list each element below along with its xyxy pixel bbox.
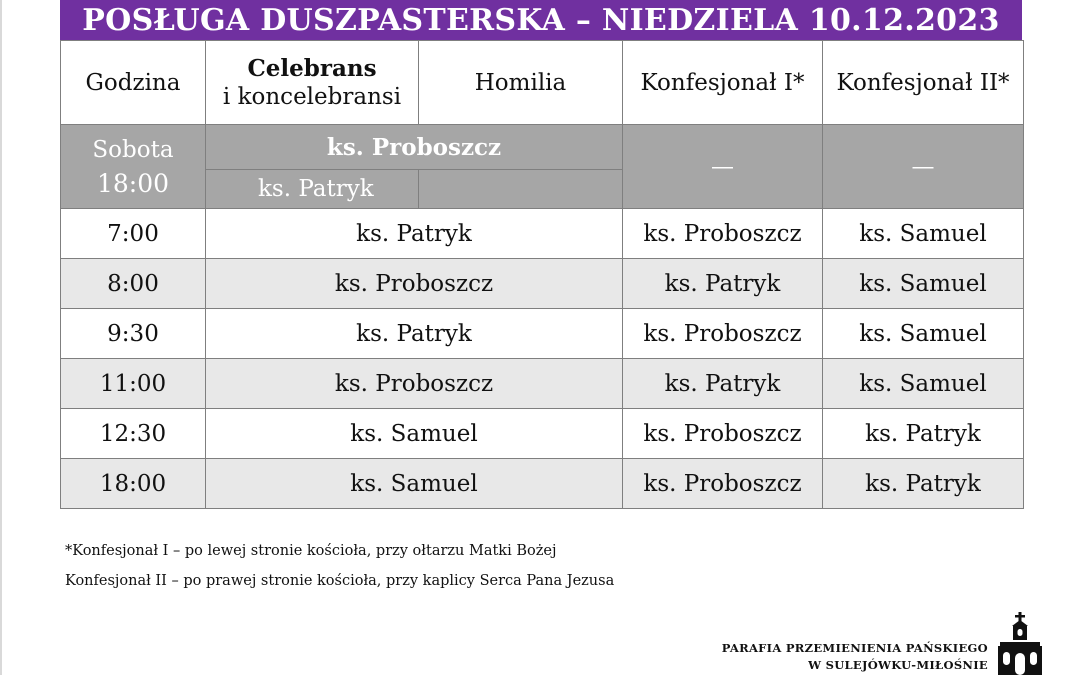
saturday-celebrans: ks. Proboszcz <box>206 125 623 170</box>
row-konfesjonal-1: ks. Patryk <box>623 259 823 309</box>
saturday-homilia: ks. Patryk <box>206 170 419 209</box>
row-time: 7:00 <box>61 209 206 259</box>
row-konfesjonal-1: ks. Proboszcz <box>623 459 823 509</box>
saturday-konfesjonal-1: — <box>623 125 823 209</box>
row-konfesjonal-2: ks. Samuel <box>823 209 1024 259</box>
row-konfesjonal-1: ks. Proboszcz <box>623 409 823 459</box>
row-celebrans: ks. Proboszcz <box>206 359 623 409</box>
saturday-day: Sobota <box>92 136 174 163</box>
church-icon <box>996 612 1044 675</box>
row-konfesjonal-2: ks. Patryk <box>823 459 1024 509</box>
header-homilia: Homilia <box>419 41 623 125</box>
header-row <box>61 41 1024 125</box>
row-celebrans: ks. Proboszcz <box>206 259 623 309</box>
row-time: 11:00 <box>61 359 206 409</box>
row-konfesjonal-2: ks. Patryk <box>823 409 1024 459</box>
parish-name-line-1: PARAFIA PRZEMIENIENIA PAŃSKIEGO <box>721 641 988 655</box>
row-time: 8:00 <box>61 259 206 309</box>
parish-name <box>722 640 988 674</box>
row-celebrans: ks. Patryk <box>206 209 623 259</box>
saturday-konfesjonal-2: — <box>823 125 1024 209</box>
saturday-row <box>61 125 1024 170</box>
saturday-time: 18:00 <box>96 168 170 198</box>
saturday-time-cell <box>61 125 206 209</box>
row-celebrans: ks. Samuel <box>206 459 623 509</box>
footnote-konfesjonal-2: Konfesjonał II – po prawej stronie kościoła, przy kaplicy Serca Pana Jezusa <box>65 573 615 589</box>
row-konfesjonal-1: ks. Patryk <box>623 359 823 409</box>
row-time: 18:00 <box>61 459 206 509</box>
parish-name-line-2: W SULEJÓWKU-MIŁOŚNIE <box>808 658 988 672</box>
row-celebrans: ks. Patryk <box>206 309 623 359</box>
row-konfesjonal-1: ks. Proboszcz <box>623 309 823 359</box>
footnotes <box>65 536 614 596</box>
header-konfesjonal-1: Konfesjonał I* <box>623 41 823 125</box>
row-time: 9:30 <box>61 309 206 359</box>
header-celebrans <box>206 41 419 125</box>
row-konfesjonal-2: ks. Samuel <box>823 309 1024 359</box>
table-row <box>61 259 1024 309</box>
row-celebrans: ks. Samuel <box>206 409 623 459</box>
header-celebrans-label: Celebrans <box>247 54 377 82</box>
table-row <box>61 459 1024 509</box>
table-row <box>61 209 1024 259</box>
row-time: 12:30 <box>61 409 206 459</box>
header-godzina: Godzina <box>61 41 206 125</box>
row-konfesjonal-2: ks. Samuel <box>823 259 1024 309</box>
row-konfesjonal-2: ks. Samuel <box>823 359 1024 409</box>
page-left-rule <box>0 0 2 675</box>
header-koncelebransi-label: i koncelebransi <box>222 83 402 110</box>
page-title: POSŁUGA DUSZPASTERSKA – NIEDZIELA 10.12.2023 <box>60 0 1022 40</box>
table-row <box>61 309 1024 359</box>
schedule-table <box>60 40 1024 509</box>
table-row <box>61 409 1024 459</box>
footnote-konfesjonal-1: *Konfesjonał I – po lewej stronie kościoła, przy ołtarzu Matki Bożej <box>65 543 557 559</box>
header-konfesjonal-2: Konfesjonał II* <box>823 41 1024 125</box>
row-konfesjonal-1: ks. Proboszcz <box>623 209 823 259</box>
saturday-homilia-empty <box>419 170 623 209</box>
table-row <box>61 359 1024 409</box>
